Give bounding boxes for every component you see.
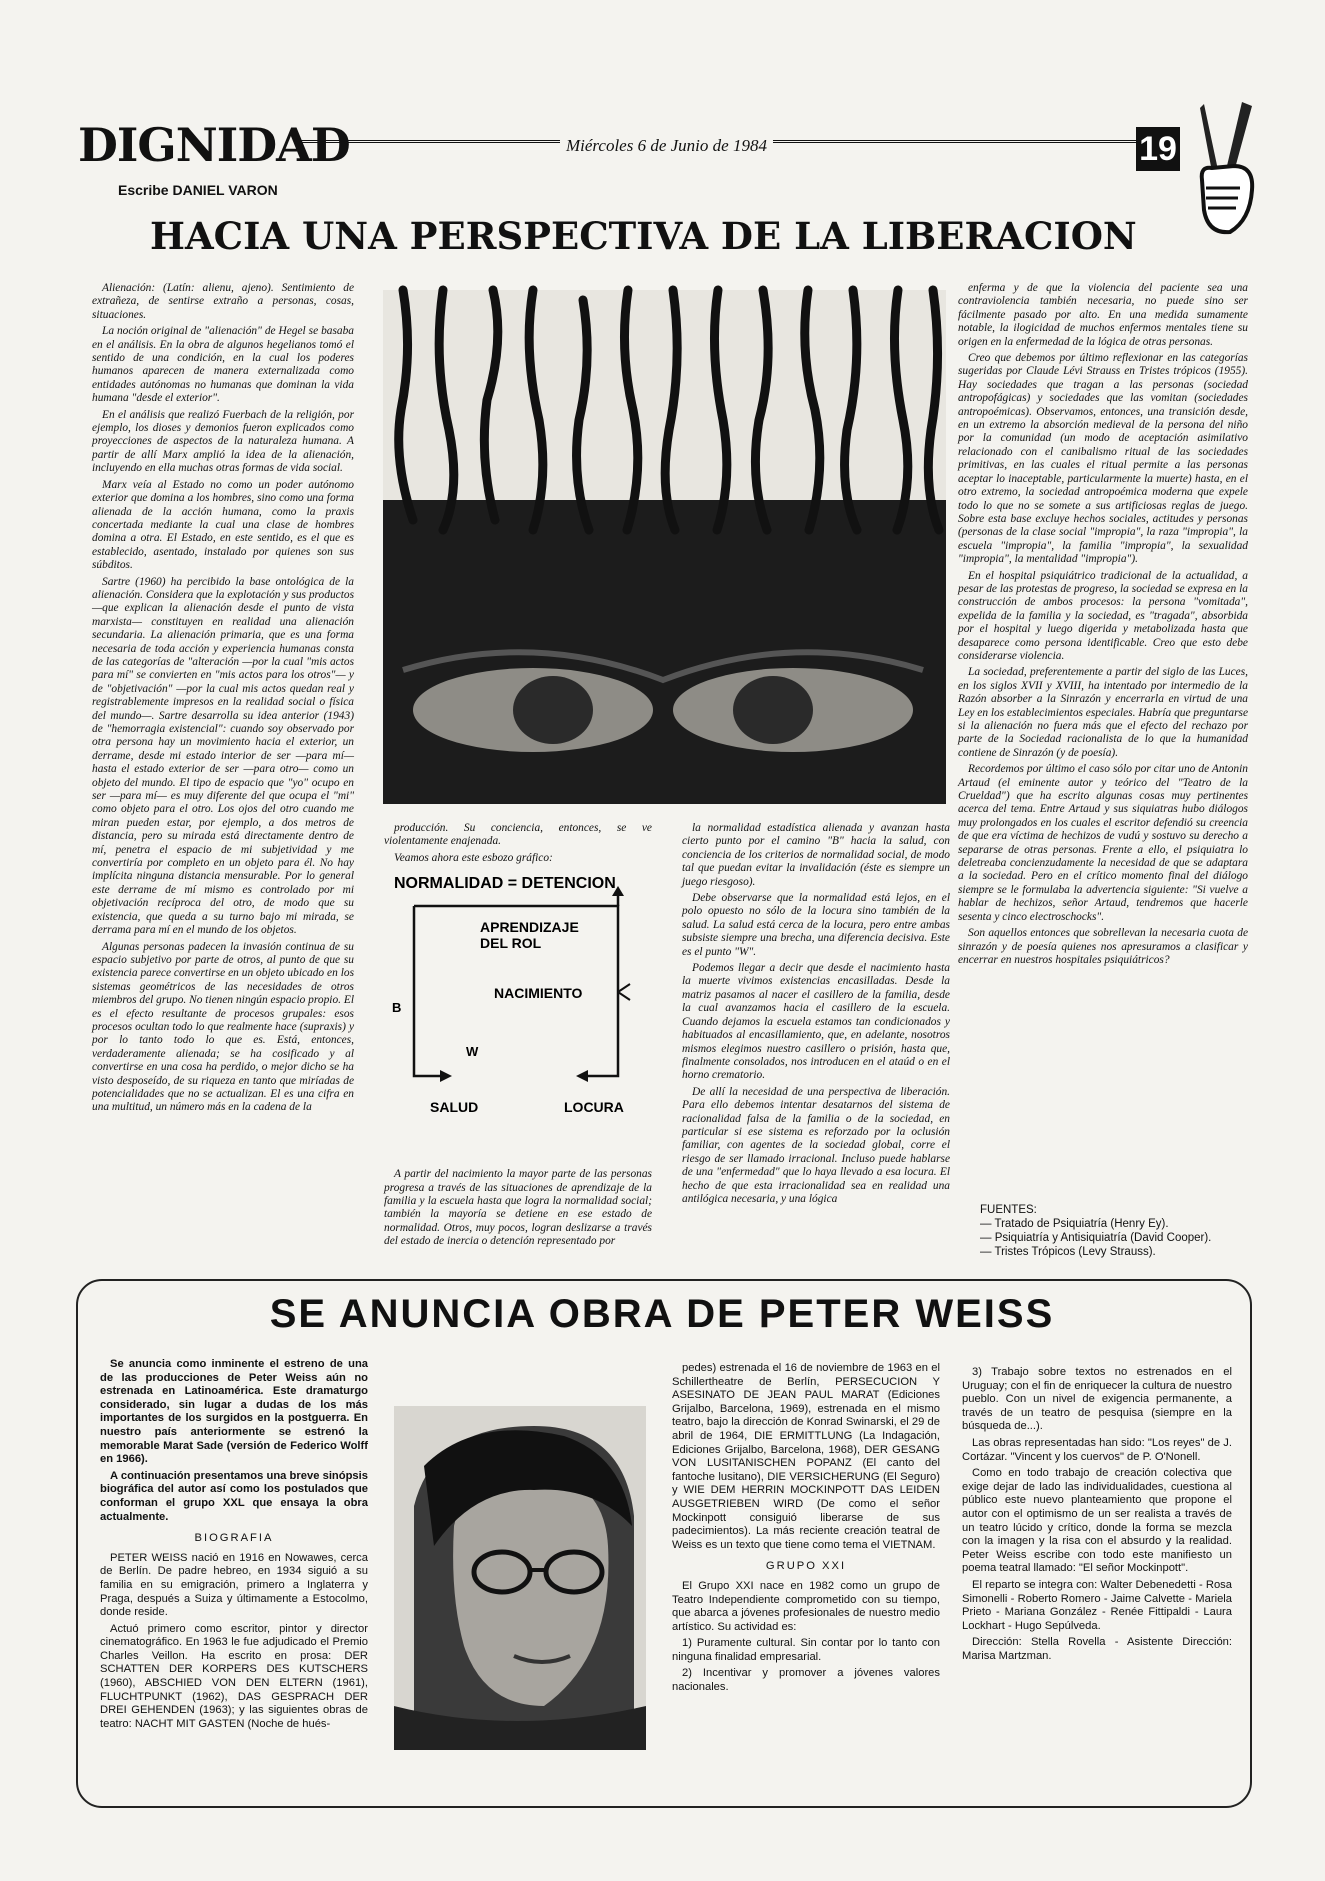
diagram-label-madness: LOCURA bbox=[564, 1099, 624, 1115]
byline: Escribe DANIEL VARON bbox=[118, 182, 278, 198]
paragraph: El reparto se integra con: Walter Debenedetti - Rosa Simonelli - Roberto Romero - Jaime Calvette - Mariela Prieto - Mariana González - Renée Fittipaldi - Laura Lockhart - Hugo Sepúlveda. bbox=[962, 1578, 1232, 1632]
paragraph: PETER WEISS nació en 1916 en Nowawes, cerca de Berlín. De padre hebreo, en 1934 siguió a su familia en su emigración, primero a Inglaterra y Praga, después a Suiza y últimamente a Estocolmo, donde reside. bbox=[100, 1551, 368, 1619]
issue-date: Miércoles 6 de Junio de 1984 bbox=[560, 136, 773, 156]
paragraph: Recordemos por último el caso sólo por citar uno de Antonin Artaud (el eminente autor y teórico del "Teatro de la Crueldad") que ha escrito algunas cosas muy pertinentes acerca del tema. Entre Artaud y sus siquiatras hubo diálogos muy prolongados en los cuales el escritor defendió su creencia de que era víctima de hechizos de vudú y sostuvo su derecho a separarse de otras personas. Frente a ello, el psiquiatra lo deletreaba concienzudamente la necesidad de que se adaptara a la sociedad. Pero en el crítico momento final del diálogo siempre se le formulaba la advertencia siguiente: "Si vuelve a hablar de hechizos, señor Artaud, tendremos que hacerle sesenta y cinco electroschocks". bbox=[958, 763, 1248, 923]
paragraph: La sociedad, preferentemente a partir del siglo de las Luces, en los siglos XVII y XVIII, ha intentado por intermedio de la Razón absorber a la Sinrazón y encerrarla en virtud de una Ley en los establecimientos especiales. Habría que preguntarse si la alienación no fuera más que el efecto del rechazo por parte de la Sociedad racionalista de lo que la humanidad contiene de Sinrazón (y de poesía). bbox=[958, 666, 1248, 759]
paragraph: El Grupo XXI nace en 1982 como un grupo de Teatro Independiente comprometido con su tiempo, que abarca a jóvenes profesionales de nuestro medio artístico. Su actividad es: bbox=[672, 1579, 940, 1633]
paragraph: Como en todo trabajo de creación colectiva que exige dejar de lado las individualidades, cuestiona al público este nuevo planteamiento que propone el autor con el optimismo de un ser realista a través de un teatro lúcido y crítico, donde la forma se mezcla con la imagen y la risa con el absurdo y la realidad. Peter Weiss escribe con todo este manifiesto un poema teatral llamado: "El señor Mockinpott". bbox=[962, 1467, 1232, 1575]
diagram-label-health: SALUD bbox=[430, 1099, 479, 1115]
paragraph: Dirección: Stella Rovella - Asistente Dirección: Marisa Martzman. bbox=[962, 1636, 1232, 1662]
paragraph: Veamos ahora este esbozo gráfico: bbox=[394, 851, 553, 864]
paragraph: Marx veía al Estado no como un poder autónomo exterior que domina a los hombres, sino como una forma alienada de la acción humana, como la praxis concertada mediante la cual una clase de hombres domina a otra. El Estado, en este sentido, es el que es establecido, asentado, instalado por quienes son sus súbditos. bbox=[92, 478, 354, 572]
diagram-label-birth: NACIMIENTO bbox=[494, 985, 583, 1001]
diagram-label-w: W bbox=[466, 1044, 479, 1059]
paragraph: Debe observarse que la normalidad está lejos, en el polo opuesto no sólo de la locura sino también de la salud. La salud está cerca de la locura, pero entre ambas subsiste siempre una brecha, una diferencia decisiva. Este es el punto "W". bbox=[682, 892, 950, 958]
paragraph: Sartre (1960) ha percibido la base ontológica de la alienación. Considera que la explotación y sus productos —que explican la alienación desde el punto de vista marxista— constituyen en realidad una alienación secundaria. La alienación primaria, que es una forma necesaria de toda acción y experiencia humanas consta de las categorías de "alteración —por la cual "mis actos para mí" se convierten en "mis actos para los otros"— y de "objetivación" —por la cual mis actos quedan real y registrablemente impresos en la realidad social o física del mundo—. Sartre desarrolla su idea anterior (1943) de "hemorragia existencial": cuando soy observado por otra persona hay un movimiento hacia el exterior, un derrame, desde mi estado interior de ser —para mí— hasta el estado exterior de ser —para otro— como un objeto del mundo. El tipo de espacio que "yo" ocupo en ser —para mí— es muy diferente del que ocupa el "mi" como objeto para el otro. Los ojos del otro cuando me miran pueden estar, por ejemplo, a dos metros de distancia, pero su mirada está directamente dentro de mí, penetra el espacio de mi subjetividad y me convertiría por completo en un objeto para él. No hay implícita ninguna distancia mensurable. Por lo general este derrame de mí mismo es controlado por mi objetivación recíproca del otro, de modo que su existencia, que queda a su turno bajo mi mirada, se derrama para mí en el mundo de los objetos. bbox=[92, 575, 354, 937]
paragraph: Alienación: (Latín: alienu, ajeno). Sentimiento de extrañeza, de sentirse extraño a personas, cosas, situaciones. bbox=[92, 282, 354, 321]
announcement-title: SE ANUNCIA OBRA DE PETER WEISS bbox=[269, 1292, 1055, 1336]
paragraph: 3) Trabajo sobre textos no estrenados en el Uruguay; con el fin de enriquecer la cultura de nuestro pueblo. Con un nivel de exigencia permanente, a través de un teatro de pesquisa (siempre en la búsqueda de...). bbox=[962, 1366, 1232, 1433]
paragraph: Podemos llegar a decir que desde el nacimiento hasta la muerte vivimos existencias encasilladas. Desde la matriz pasamos al nacer el casillero de la familia, desde la cual avanzamos hacia el casillero de la escuela. Cuando dejamos la escuela estamos tan condicionados y habituados al encasillamiento, que, en adelante, nosotros mismos elegimos nuestro casillero o prisión, hasta que, finalmente consolados, nos introducen en el ataúd o en el horno crematorio. bbox=[682, 962, 950, 1082]
paragraph: En el análisis que realizó Fuerbach de la religión, por ejemplo, los dioses y demonios fueron explicados como proyecciones de aspectos de la naturaleza humana. A partir de allí Marx amplió la idea de la alienación, incluyendo en ella muchas otras formas de vida social. bbox=[92, 408, 354, 475]
announcement-column-1 bbox=[100, 1358, 368, 1798]
source-item: — Psiquiatría y Antisiquiatría (David Cooper). bbox=[980, 1232, 1212, 1244]
diagram-label-top: DEL ROL bbox=[480, 935, 542, 951]
article-illustration bbox=[383, 290, 946, 804]
page-number: 19 bbox=[1136, 127, 1180, 171]
masthead: DIGNIDAD bbox=[78, 118, 350, 172]
paragraph: 2) Incentivar y promover a jóvenes valores nacionales. bbox=[672, 1667, 940, 1694]
paragraph: Actuó primero como escritor, pintor y director cinematográfico. En 1963 le fue adjudicado el Premio Charles Veillon. Ha escrito en prosa: DER SCHATTEN DER KORPERS DES KUTSCHERS (1960), ABSCHIED VON DEN ELTERN (1961), FLUCHTPUNKT (1962), DAS GESPRACH DER DREI GEHENDEN (1963); y las siguientes obras de teatro: NACHT MIT GASTEN (Noche de hués- bbox=[100, 1622, 368, 1730]
paragraph: A continuación presentamos una breve sinópsis biográfica del autor así como los postulados que conforman el grupo XXL que ensaya la obra actualmente. bbox=[100, 1469, 368, 1523]
sources bbox=[980, 1203, 1250, 1259]
announcement-column-2 bbox=[672, 1362, 940, 1798]
paragraph: Algunas personas padecen la invasión continua de su espacio subjetivo por parte de otros, al punto de que su existencia parece convertirse en un objeto ubicado en los sistemas geométricos de las necesidades de otros miembros del grupo. No tienen ningún espacio propio. El es el efecto resultante de procesos grupales: esos procesos ocultan todo lo que realmente hace (supraxis) y por lo tanto todo lo que es. Está, entonces, verdaderamente alienada; se ha cosificado y al convertirse en una cosa ha perdido, o mejor dicho se ha visto desposeído, de su riqueza en tanto que miríadas de potencialidades que no se actualizan. El es una cifra en una multitud, un número más en la cadena de la bbox=[92, 940, 354, 1114]
paragraph: De allí la necesidad de una perspectiva de liberación. Para ello debemos intentar desatarnos del sistema de racionalidad falsa de la familia o de la sociedad, en particular si ese sistema es reforzado por la oclusión familiar, con agentes de la sociedad global, corre el riesgo de ser llamado irracional. Incluso puede hablarse de una "enfermedad" que lo haya llevado a esa locura. El hecho de que esta irracionalidad sea en realidad una antilógica necesaria, y una lógica bbox=[682, 1085, 950, 1205]
diagram-label-b: B bbox=[392, 1000, 402, 1015]
paragraph: 1) Puramente cultural. Sin contar por lo tanto con ninguna finalidad empresarial. bbox=[672, 1637, 940, 1663]
paragraph: pedes) estrenada el 16 de noviembre de 1963 en el Schillertheatre de Berlín, PERSECUCION Y ASESINATO DE JEAN PAUL MARAT (Ediciones Grijalbo, Barcelona, 1969), estrenada en el mismo teatro, bajo la dirección de Konrad Swinarski, el 29 de abril de 1964, DIE ERMITTLUNG (La Indagación, Ediciones Grijalbo, Barcelona, 1968), DER GESANG VON LUSITANISCHEN POPANZ (El canto del fantoche lusitano), DIE VERSICHERUNG (El Seguro) y WIE DEM HERRIN MOCKINPOTT DAS LEIDEN AUSGETRIEBEN WIRD (De como el señor Mockinpott consiguió liberarse de sus padecimientos). La más reciente creación teatral de Weiss es un texto que tiene como tema el VIETNAM. bbox=[672, 1362, 940, 1551]
paragraph: Se anuncia como inminente el estreno de una de las producciones de Peter Weiss aún no estrenada en Latinoamérica. Este dramaturgo considerado, sin lugar a dudas de los más importantes de los surgidos en la postguerra. En nuestro país anteriormente se estrenó la memorable Marat Sade (versión de Federico Wolff en 1966). bbox=[100, 1358, 368, 1466]
paragraph: Creo que debemos por último reflexionar en las categorías sugeridas por Claude Lévi Strauss en Tristes trópicos (1955). Hay sociedades que tragan a las personas (sociedad antropofágicas) y sociedades que las vomitan (sociedades antropoémicas). Observamos, entonces, una transición desde, en un extremo la absorción medieval de la persona del niño por la comunidad (un modo de aceptación asimilativo relacionado con el canibalismo ritual de las sociedades primitivas, en las cuales el ritual permite a las personas aceptar lo inaceptable, particularmente la muerte) hasta, en el otro extremo, la sociedad antropoémica moderna que expele todo lo que no se somete a sus artificiosas reglas de juego. Sobre esta base excluye hechos sociales, actitudes y personas (personas de la clase social "impropia", la raza "impropia", la escuela "impropia", la familia "impropia", la sexualidad "impropia", la mentalidad "impropia"). bbox=[958, 352, 1248, 566]
source-item: — Tristes Trópicos (Levy Strauss). bbox=[980, 1246, 1156, 1258]
peter-weiss-photo bbox=[394, 1406, 646, 1750]
article-column-4 bbox=[958, 282, 1248, 1212]
announcement-column-3 bbox=[962, 1366, 1232, 1798]
sources-label: FUENTES: bbox=[980, 1204, 1037, 1216]
paragraph: la normalidad estadística alienada y avanzan hasta cierto punto por el camino "B" hacia la salud, con conciencia de los criterios de normalidad social, de modo tal que puedan evitar la invalidación (éste es siempre un juego riesgoso). bbox=[682, 822, 950, 888]
paragraph: A partir del nacimiento la mayor parte de las personas progresa a través de las situaciones de aprendizaje de la familia y la escuela hasta que logra la normalidad social; también la mayoría se detiene en ese estado de normalidad. Otros, muy pocos, logran deslizarse a través del estado de inercia o detención representado por bbox=[384, 1168, 652, 1248]
paragraph: producción. Su conciencia, entonces, se ve violentamente enajenada. bbox=[384, 822, 652, 848]
liberation-diagram bbox=[394, 872, 644, 1157]
victory-hand-icon bbox=[1190, 100, 1260, 240]
article-column-3 bbox=[682, 822, 950, 1272]
paragraph: Las obras representadas han sido: "Los reyes" de J. Cortázar. "Vincent y los cuervos" de P. O'Nonell. bbox=[962, 1436, 1232, 1463]
paragraph: En el hospital psiquiátrico tradicional de la actualidad, a pesar de las protestas de progreso, la sociedad se expresa en la construcción de ambos procesos: la persona "vomitada", expelida de la familia y la sociedad, es "tragada", absorbida por el hospital y luego digerida y metabolizada hasta que desaparece como persona identificable. Creo que esto debe considerarse violencia. bbox=[958, 569, 1248, 662]
subheading: GRUPO XXI bbox=[765, 1560, 847, 1573]
paragraph: enferma y de que la violencia del paciente sea una contraviolencia también necesaria, no puede sino ser fácilmente pasado por alto. En una medida sumamente notable, la ilogicidad de muchos enfermos mentales tiene su origen en la enfermedad de la lógica de otras personas. bbox=[958, 282, 1248, 348]
headline: HACIA UNA PERSPECTIVA DE LA LIBERACION bbox=[150, 214, 1137, 258]
article-column-1 bbox=[92, 282, 354, 1267]
diagram-label-top: APRENDIZAJE bbox=[480, 919, 579, 935]
source-item: — Tratado de Psiquiatría (Henry Ey). bbox=[980, 1218, 1169, 1230]
diagram-title: NORMALIDAD = DETENCION bbox=[394, 875, 616, 892]
paragraph: Son aquellos entonces que sobrellevan la necesaria cuota de sinrazón y de poesía quienes nos apresuramos a clasificar y encerrar en nuestros hospitales psiquiátricos? bbox=[958, 927, 1248, 966]
subheading: BIOGRAFIA bbox=[194, 1532, 274, 1545]
paragraph: La noción original de "alienación" de Hegel se basaba en el análisis. En la obra de algunos hegelianos tomó el sentido de una condición, en la cual los poderes humanos aparecen de manera externalizada como entidades autónomas no humanas que dominan la vida humana "desde el exterior". bbox=[92, 325, 354, 405]
